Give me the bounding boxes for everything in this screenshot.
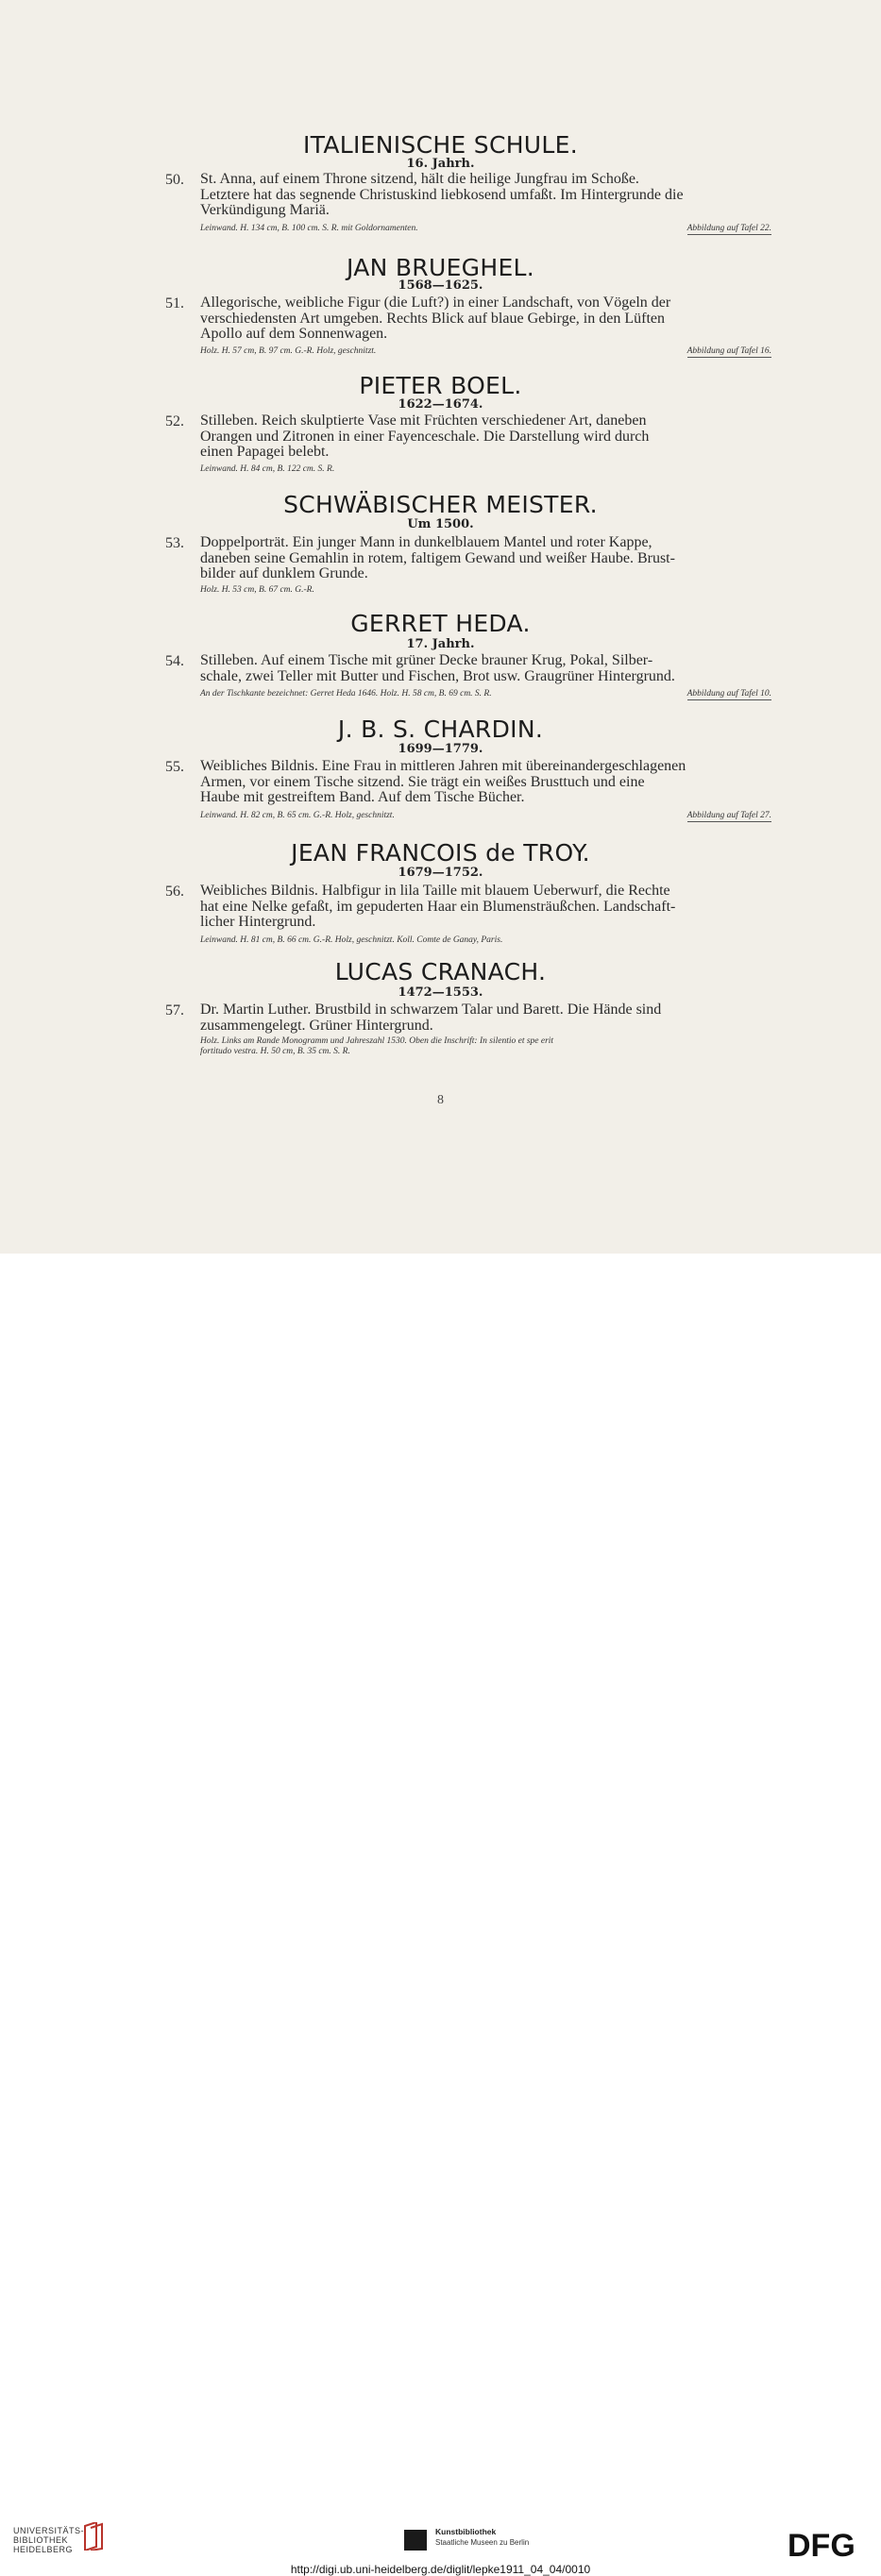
description-line: St. Anna, auf einem Throne sitzend, hält die heilige Jungfrau im Schoße. <box>200 171 639 187</box>
kunstbibliothek-subtitle: Staatliche Museen zu Berlin <box>435 2538 530 2547</box>
lot-number: 55. <box>165 759 184 775</box>
artist-dates: 1568—1625. <box>398 278 483 293</box>
description-line: hat eine Nelke gefaßt, im gepuderten Haar ein Blumensträußchen. Landschaft- <box>200 898 676 915</box>
lot-number: 56. <box>165 884 184 900</box>
lot-meta: Holz. H. 57 cm, B. 97 cm. G.-R. Holz, geschnitzt. <box>200 346 377 356</box>
catalog-page <box>0 0 881 1254</box>
artist-dates: 17. Jahrh. <box>406 637 475 651</box>
lot-number: 51. <box>165 295 184 311</box>
description-line: Letztere hat das segnende Christuskind liebkosend umfaßt. Im Hintergrunde die <box>200 186 684 203</box>
digital-library-footer <box>0 1254 881 2576</box>
description-line: verschiedensten Art umgeben. Rechts Blick auf blaue Gebirge, in den Lüften <box>200 310 665 327</box>
lot-meta: Leinwand. H. 81 cm, B. 66 cm. G.-R. Holz, geschnitzt. Koll. Comte de Ganay, Paris. <box>200 935 503 945</box>
artist-dates: 1699—1779. <box>398 742 483 756</box>
description-line: Doppelporträt. Ein junger Mann in dunkelblauem Mantel und roter Kappe, <box>200 534 652 550</box>
permalink-url[interactable]: http://digi.ub.uni-heidelberg.de/diglit/lepke1911_04_04/0010 <box>290 2563 591 2576</box>
description-line: Orangen und Zitronen in einer Fayenceschale. Die Darstellung wird durch <box>200 428 650 445</box>
uni-line: BIBLIOTHEK <box>13 2535 69 2545</box>
uni-line: HEIDELBERG <box>13 2545 74 2554</box>
lot-number: 57. <box>165 1002 184 1019</box>
plate-reference: Abbildung auf Tafel 22. <box>686 224 771 233</box>
description-line: Allegorische, weibliche Figur (die Luft?) in einer Landschaft, von Vögeln der <box>200 295 671 311</box>
artist-heading: JEAN FRANCOIS de TROY. <box>291 839 590 867</box>
description-line: zusammengelegt. Grüner Hintergrund. <box>200 1017 433 1034</box>
lot-meta: Leinwand. H. 84 cm, B. 122 cm. S. R. <box>200 464 335 474</box>
plate-reference: Abbildung auf Tafel 10. <box>686 689 771 699</box>
description-line: einen Papagei belebt. <box>200 444 330 460</box>
artist-heading: J. B. S. CHARDIN. <box>337 716 544 743</box>
lot-number: 54. <box>165 653 184 669</box>
artist-heading: ITALIENISCHE SCHULE. <box>303 131 578 159</box>
university-library-logo-icon <box>81 2522 106 2551</box>
artist-heading: SCHWÄBISCHER MEISTER. <box>283 491 598 518</box>
description-line: Stilleben. Reich skulptierte Vase mit Früchten verschiedener Art, daneben <box>200 412 647 429</box>
lot-meta: An der Tischkante bezeichnet: Gerret Heda 1646. Holz. H. 58 cm, B. 69 cm. S. R. <box>200 689 492 699</box>
lot-meta: Leinwand. H. 82 cm, B. 65 cm. G.-R. Holz, geschnitzt. <box>200 811 395 820</box>
description-line: licher Hintergrund. <box>200 914 316 930</box>
plate-reference: Abbildung auf Tafel 27. <box>686 811 771 820</box>
description-line: Weibliches Bildnis. Eine Frau in mittleren Jahren mit übereinandergeschlagenen <box>200 758 686 774</box>
description-line: Haube mit gestreiftem Band. Auf dem Tische Bücher. <box>200 789 525 805</box>
lot-description <box>200 535 771 582</box>
artist-heading: JAN BRUEGHEL. <box>346 254 535 281</box>
artist-dates: 1472—1553. <box>398 985 483 1000</box>
lot-description <box>200 295 771 343</box>
artist-dates: 1679—1752. <box>398 866 483 880</box>
lot-description <box>200 884 771 931</box>
university-library-wordmark <box>13 2526 84 2554</box>
dfg-logo <box>786 2527 871 2561</box>
artist-dates: 16. Jahrh. <box>406 157 475 171</box>
artist-dates: Um 1500. <box>407 517 474 531</box>
lot-number: 52. <box>165 413 184 429</box>
uni-line: UNIVERSITÄTS- <box>13 2526 85 2535</box>
description-line: daneben seine Gemahlin in rotem, faltigem Gewand und weißer Haube. Brust- <box>200 549 675 566</box>
description-line: bilder auf dunklem Grunde. <box>200 565 368 581</box>
artist-heading: PIETER BOEL. <box>359 372 522 399</box>
lot-meta-continued: fortitudo vestra. H. 50 cm, B. 35 cm. S. R. <box>200 1047 350 1056</box>
lot-meta: Leinwand. H. 134 cm, B. 100 cm. S. R. mit Goldornamenten. <box>200 224 418 233</box>
lot-number: 53. <box>165 535 184 551</box>
description-line: Apollo auf dem Sonnenwagen. <box>200 326 388 342</box>
lot-description <box>200 413 771 461</box>
artist-heading: LUCAS CRANACH. <box>334 958 547 985</box>
kunstbibliothek-title: Kunstbibliothek <box>435 2527 497 2536</box>
lot-description <box>200 1002 771 1034</box>
description-line: Weibliches Bildnis. Halbfigur in lila Taille mit blauem Ueberwurf, die Rechte <box>200 883 670 899</box>
lot-meta: Holz. H. 53 cm, B. 67 cm. G.-R. <box>200 585 314 595</box>
description-line: Verkündigung Mariä. <box>200 202 330 218</box>
dfg-text: DFG <box>788 2528 856 2561</box>
description-line: Armen, vor einem Tische sitzend. Sie trägt ein weißes Brusttuch und eine <box>200 773 645 790</box>
description-line: Dr. Martin Luther. Brustbild in schwarzem Talar und Barett. Die Hände sind <box>200 1002 662 1018</box>
description-line: Stilleben. Auf einem Tische mit grüner Decke brauner Krug, Pokal, Silber- <box>200 652 653 668</box>
plate-reference: Abbildung auf Tafel 16. <box>686 346 771 356</box>
lot-description <box>200 653 771 684</box>
lot-description <box>200 759 771 806</box>
lot-number: 50. <box>165 172 184 188</box>
lot-description <box>200 172 771 219</box>
artist-dates: 1622—1674. <box>398 397 483 412</box>
description-line: schale, zwei Teller mit Butter und Fischen, Brot usw. Graugrüner Hintergrund. <box>200 667 675 684</box>
kunstbibliothek-logo-icon <box>404 2530 427 2551</box>
lot-meta: Holz. Links am Rande Monogramm und Jahreszahl 1530. Oben die Inschrift: In silentio et spe erit <box>200 1036 554 1046</box>
page-number: 8 <box>437 1093 444 1107</box>
artist-heading: GERRET HEDA. <box>350 610 531 637</box>
